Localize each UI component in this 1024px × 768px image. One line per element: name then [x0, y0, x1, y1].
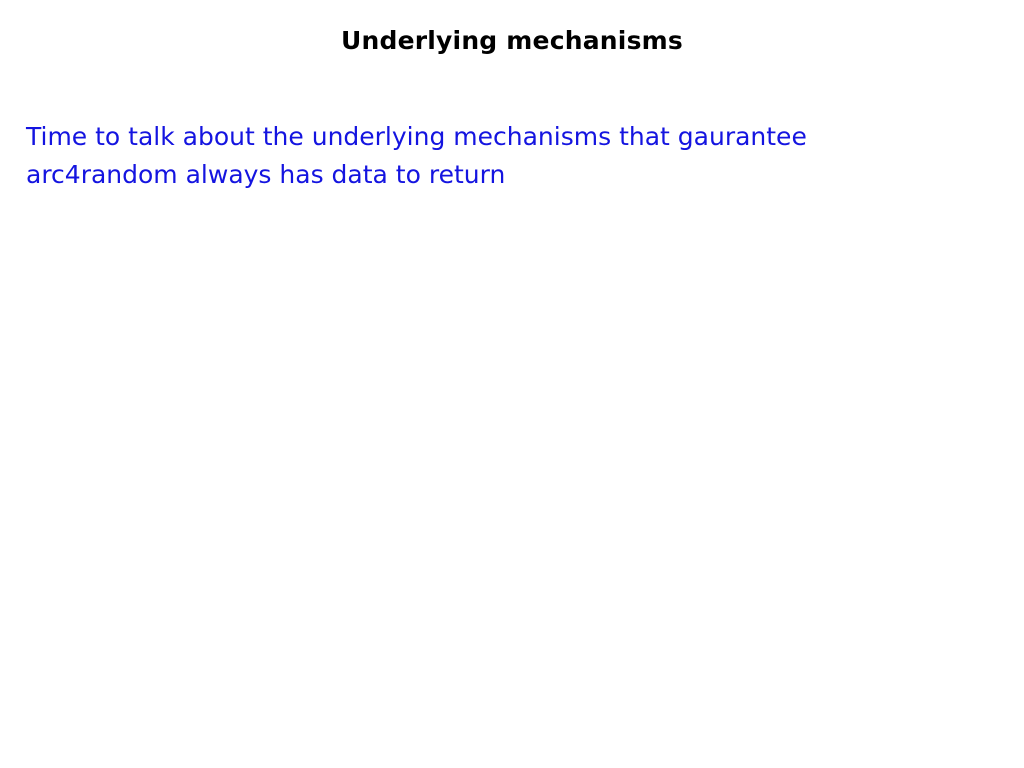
body-line: Time to talk about the underlying mechanisms that gaurantee: [26, 122, 807, 151]
body-line: arc4random always has data to return: [26, 160, 506, 189]
page-title: Underlying mechanisms: [341, 26, 683, 55]
slide-body-text: [26, 118, 926, 194]
